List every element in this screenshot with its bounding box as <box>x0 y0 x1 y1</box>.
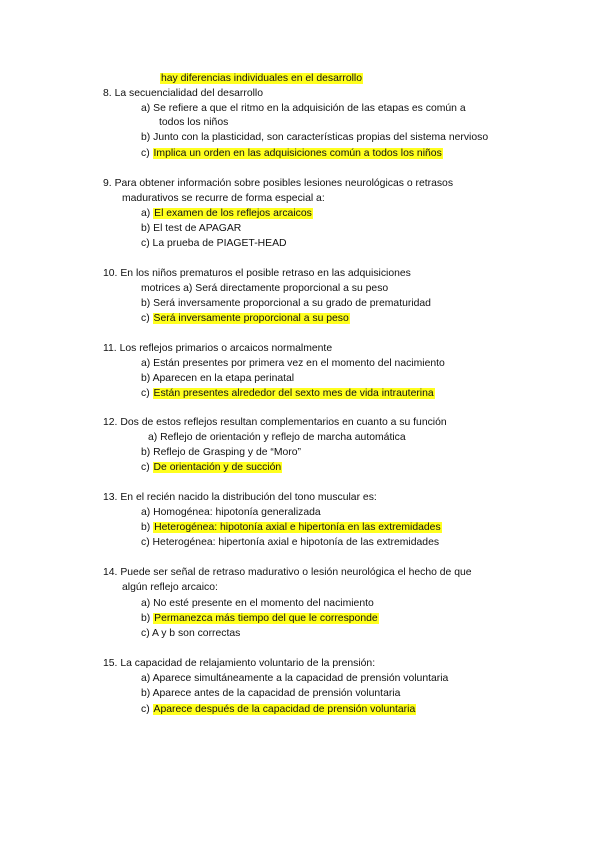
option-label: a) <box>141 507 151 518</box>
option-label: b) <box>141 223 151 234</box>
question-8-stem <box>103 87 263 100</box>
option-text-highlighted: Heterogénea: hipotonía axial e hipertonía en las extremidades <box>154 522 441 533</box>
question-10-stem-cont <box>141 282 388 295</box>
question-text: Para obtener información sobre posibles lesiones neurológicas o retrasos <box>114 178 454 189</box>
option-text: todos los niños <box>159 117 229 128</box>
q10-option-c <box>141 312 350 325</box>
option-text-highlighted: Implica un orden en las adquisiciones común a todos los niños <box>153 148 442 159</box>
q13-option-a <box>141 506 321 519</box>
option-text: Se refiere a que el ritmo en la adquisición de las etapas es común a <box>153 103 466 114</box>
question-text: madurativos se recurre de forma especial a: <box>122 193 325 204</box>
intro-text: hay diferencias individuales en el desarrollo <box>161 73 363 84</box>
option-label: a) <box>141 208 151 219</box>
option-text: Aparece simultáneamente a la capacidad de prensión voluntaria <box>152 673 449 684</box>
question-text: La secuencialidad del desarrollo <box>114 88 264 99</box>
q11-option-a <box>141 357 445 370</box>
q8-option-b <box>141 131 488 144</box>
option-text: Reflejo de Grasping y de “Moro” <box>153 447 301 458</box>
question-text: En los niños prematuros el posible retraso en las adquisiciones <box>120 268 411 279</box>
option-text: Reflejo de orientación y reflejo de marcha automática <box>160 432 406 443</box>
option-label: b) <box>141 373 151 384</box>
option-label: c) <box>141 628 150 639</box>
question-9-stem <box>103 177 453 190</box>
option-label: b) <box>141 522 151 533</box>
q14-option-c <box>141 627 240 640</box>
question-text: Puede ser señal de retraso madurativo o lesión neurológica el hecho de que <box>120 567 472 578</box>
q12-option-c <box>141 461 282 474</box>
q11-option-c <box>141 387 435 400</box>
q13-option-b <box>141 521 442 534</box>
question-text: En el recién nacido la distribución del tono muscular es: <box>120 492 377 503</box>
question-number: 14. <box>103 567 118 578</box>
question-text: motrices a) Será directamente proporcional a su peso <box>141 283 389 294</box>
option-text: La prueba de PIAGET-HEAD <box>152 238 287 249</box>
option-text-highlighted: Será inversamente proporcional a su peso <box>153 313 349 324</box>
option-label: a) <box>141 103 151 114</box>
q12-option-a <box>148 431 406 444</box>
option-text-highlighted: De orientación y de succión <box>153 462 282 473</box>
option-label: c) <box>141 313 150 324</box>
option-text-highlighted: Están presentes alrededor del sexto mes de vida intrauterina <box>153 388 434 399</box>
question-12-stem <box>103 416 447 429</box>
q8-option-c <box>141 147 443 160</box>
q12-option-b <box>141 446 301 459</box>
option-text: Están presentes por primera vez en el momento del nacimiento <box>153 358 445 369</box>
option-text: Será inversamente proporcional a su grado de prematuridad <box>153 298 431 309</box>
option-text: Aparecen en la etapa perinatal <box>152 373 295 384</box>
option-label: b) <box>141 688 151 699</box>
option-text: Heterogénea: hipertonía axial e hipotonía de las extremidades <box>152 537 440 548</box>
option-text-highlighted: Aparece después de la capacidad de prensión voluntaria <box>153 704 416 715</box>
q9-option-b <box>141 222 241 235</box>
question-text: algún reflejo arcaico: <box>122 582 218 593</box>
option-label: b) <box>141 447 151 458</box>
q15-option-c <box>141 703 416 716</box>
option-label: a) <box>148 432 158 443</box>
option-text-highlighted: El examen de los reflejos arcaicos <box>154 208 312 219</box>
question-13-stem <box>103 491 377 504</box>
intro-line <box>160 72 363 85</box>
option-label: c) <box>141 148 150 159</box>
q14-option-a <box>141 597 374 610</box>
q13-option-c <box>141 536 439 549</box>
option-text-highlighted: Permanezca más tiempo del que le corresponde <box>154 613 378 624</box>
question-9-stem-cont <box>122 192 325 205</box>
q10-option-b <box>141 297 431 310</box>
q8-option-a <box>141 102 466 115</box>
option-text: A y b son correctas <box>151 628 241 639</box>
question-10-stem <box>103 267 411 280</box>
question-text: La capacidad de relajamiento voluntario de la prensión: <box>120 658 376 669</box>
question-15-stem <box>103 657 375 670</box>
question-number: 8. <box>103 88 112 99</box>
q15-option-a <box>141 672 448 685</box>
question-number: 11. <box>103 343 117 354</box>
q8-option-a-cont <box>159 116 228 129</box>
option-text: Aparece antes de la capacidad de prensión voluntaria <box>152 688 401 699</box>
question-11-stem <box>103 342 332 355</box>
question-number: 10. <box>103 268 118 279</box>
question-number: 9. <box>103 178 112 189</box>
option-label: c) <box>141 537 150 548</box>
option-label: c) <box>141 462 150 473</box>
option-label: a) <box>141 358 151 369</box>
question-14-stem-cont <box>122 581 218 594</box>
option-label: b) <box>141 613 151 624</box>
option-text: Junto con la plasticidad, son características propias del sistema nervioso <box>153 132 489 143</box>
option-label: a) <box>141 598 151 609</box>
question-number: 12. <box>103 417 118 428</box>
q9-option-c <box>141 237 287 250</box>
option-text: No esté presente en el momento del nacimiento <box>153 598 374 609</box>
option-label: a) <box>141 673 151 684</box>
q14-option-b <box>141 612 379 625</box>
option-label: c) <box>141 388 150 399</box>
q15-option-b <box>141 687 400 700</box>
option-label: c) <box>141 238 150 249</box>
option-label: c) <box>141 704 150 715</box>
question-text: Los reflejos primarios o arcaicos normalmente <box>119 343 333 354</box>
option-text: Homogénea: hipotonía generalizada <box>153 507 321 518</box>
option-label: b) <box>141 132 151 143</box>
q11-option-b <box>141 372 294 385</box>
question-number: 15. <box>103 658 118 669</box>
question-14-stem <box>103 566 472 579</box>
option-label: b) <box>141 298 151 309</box>
question-text: Dos de estos reflejos resultan complementarios en cuanto a su función <box>120 417 447 428</box>
option-text: El test de APAGAR <box>153 223 242 234</box>
q9-option-a <box>141 207 313 220</box>
question-number: 13. <box>103 492 118 503</box>
